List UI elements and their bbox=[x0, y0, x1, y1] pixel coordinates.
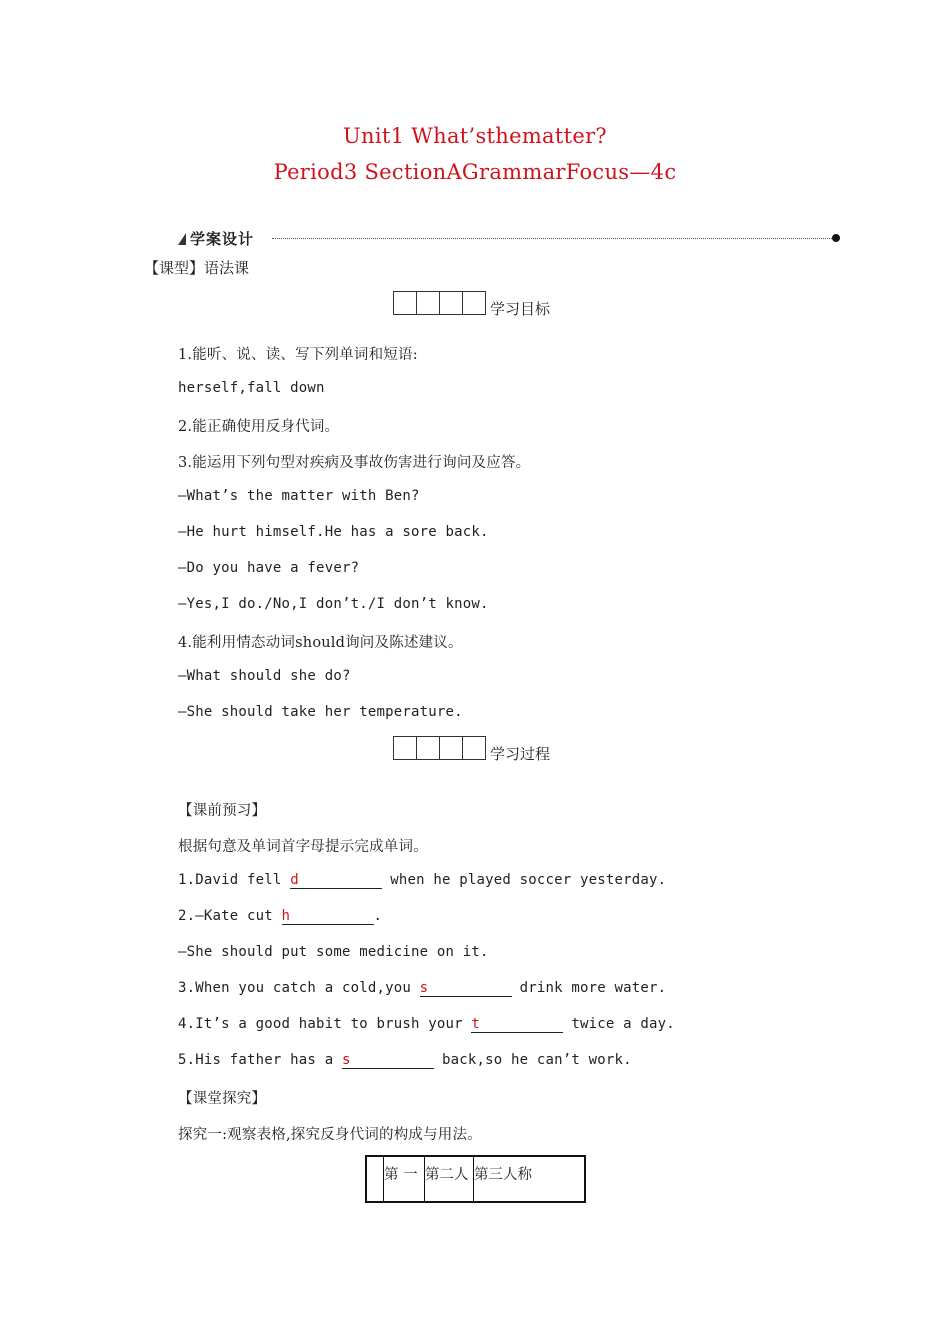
goal-1: 1.能听、说、读、写下列单词和短语: bbox=[178, 347, 418, 363]
unit-title: Unit1 What’sthematter? bbox=[343, 124, 607, 148]
dialog-line: —What should she do? bbox=[178, 668, 351, 684]
pronoun-table bbox=[365, 1155, 586, 1203]
section-header bbox=[178, 228, 254, 249]
dialog-line: —What’s the matter with Ben? bbox=[178, 488, 420, 504]
table-cell bbox=[366, 1156, 384, 1202]
goal-4: 4.能利用情态动词should询问及陈述建议。 bbox=[178, 635, 463, 651]
preview-label: 【课前预习】 bbox=[178, 803, 267, 819]
exercise-3: 3.When you catch a cold,you s drink more water. bbox=[178, 980, 667, 996]
exercise-5: 5.His father has a s back,so he can’t work. bbox=[178, 1052, 632, 1068]
goals-heading: 学习目标 bbox=[490, 300, 551, 318]
instruction: 根据句意及单词首字母提示完成单词。 bbox=[178, 839, 428, 855]
dialog-line: —She should take her temperature. bbox=[178, 704, 463, 720]
explore-1: 探究一:观察表格,探究反身代词的构成与用法。 bbox=[178, 1127, 482, 1143]
exercise-4: 4.It’s a good habit to brush your t twice a day. bbox=[178, 1016, 675, 1032]
classroom-label: 【课堂探究】 bbox=[178, 1091, 267, 1107]
table-header-first: 第 一 bbox=[384, 1156, 425, 1202]
section-header-label: 学案设计 bbox=[190, 230, 255, 248]
dialog-line: —He hurt himself.He has a sore back. bbox=[178, 524, 489, 540]
answer-blank: t bbox=[471, 1016, 563, 1033]
lesson-type: 【课型】语法课 bbox=[144, 259, 250, 277]
dotted-divider bbox=[272, 238, 832, 239]
goal-2: 2.能正确使用反身代词。 bbox=[178, 419, 340, 435]
answer-blank: d bbox=[290, 872, 382, 889]
answer-blank: s bbox=[342, 1052, 434, 1069]
table-header-third: 第三人称 bbox=[474, 1156, 586, 1202]
answer-blank: s bbox=[420, 980, 512, 997]
heading-boxes bbox=[393, 291, 485, 315]
heading-boxes bbox=[393, 736, 485, 760]
table-row bbox=[366, 1156, 585, 1202]
exercise-1: 1.David fell d when he played soccer yesterday. bbox=[178, 872, 667, 888]
dialog-line: —Do you have a fever? bbox=[178, 560, 360, 576]
divider-end-dot bbox=[832, 234, 840, 242]
table-header-second: 第二人 bbox=[425, 1156, 474, 1202]
dialog-line: —Yes,I do./No,I don’t./I don’t know. bbox=[178, 596, 489, 612]
goal-1-words: herself,fall down bbox=[178, 380, 325, 396]
goal-3: 3.能运用下列句型对疾病及事故伤害进行询问及应答。 bbox=[178, 455, 531, 471]
exercise-2: 2.—Kate cut h . bbox=[178, 908, 383, 924]
process-heading: 学习过程 bbox=[490, 745, 551, 763]
exercise-2-reply: —She should put some medicine on it. bbox=[178, 944, 489, 960]
triangle-icon bbox=[178, 233, 186, 245]
answer-blank: h bbox=[282, 908, 374, 925]
period-title: Period3 SectionAGrammarFocus—4c bbox=[273, 160, 677, 184]
